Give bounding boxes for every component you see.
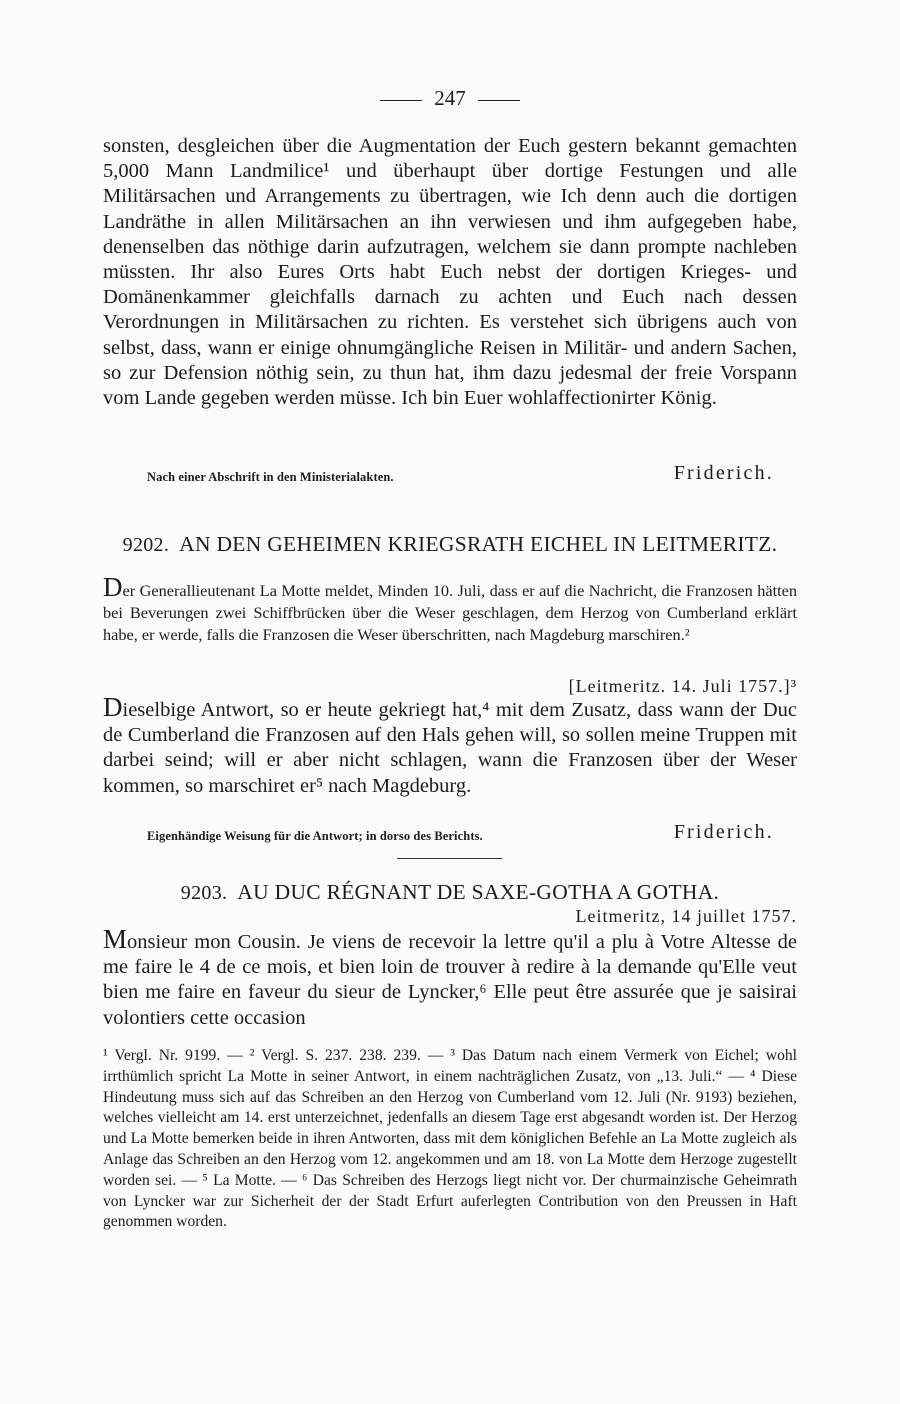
- header-rule-left: [380, 100, 422, 101]
- letter-9203-heading: [103, 880, 797, 906]
- letter-9203-body: onsieur mon Cousin. Je viens de recevoir la lettre qu'il a plu à Votre Altesse de me faire le 4 de ce mois, et bien loin de trouver à redire à la demande qu'Elle veut bien me faire en faveur du sieur de Lyncker,⁶ Elle peut être assurée que je saisirai volontiers cette occasion: [103, 931, 797, 1029]
- letter-9202-number: 9202.: [122, 534, 170, 556]
- letter-9202-text-initial: D: [103, 692, 123, 722]
- letter-9202-summary-text: er Generallieutenant La Motte meldet, Minden 10. Juli, dass er auf die Nachricht, die Franzosen hätten bei Beverungen zwei Schiffbrücken über die Weser geschlagen, dem Herzog von Cumberland erklärt habe, er werde, falls die Franzosen die Weser überschritten, nach Magdeburg marschiren.²: [103, 581, 797, 644]
- footnotes: ¹ Vergl. Nr. 9199. — ² Vergl. S. 237. 238. 239. — ³ Das Datum nach einem Vermerk von Eichel; wohl irrthümlich spricht La Motte in seiner Antwort, in einem nachträglichen Zusatz, von „13. Juli.“ — ⁴ Diese Hindeutung muss sich auf das Schreiben an den Herzog von Cumberland vom 12. Juli (Nr. 9193) beziehen, welches vielleicht am 14. erst unterzeichnet, jedenfalls an diesem Tage erst abgesandt worden ist. Der Herzog und La Motte bemerken beide in ihren Antworten, dass mit dem königlichen Befehle an La Motte zugleich als Anlage das Schreiben an den Herzog vom 12. angekommen und am 18. von La Motte dem Herzoge zugestellt worden sei. — ⁵ La Motte. — ⁶ Das Schreiben des Herzogs liegt nicht vor. Der churmainzische Geheimrath von Lyncker war zur Sicherheit der der Stadt Erfurt auferlegten Contribution von den Preussen in Haft genommen worden.: [103, 1047, 797, 1231]
- letter-9203-text-initial: M: [103, 924, 128, 954]
- letter-9202-source-note: Eigenhändige Weisung für die Antwort; in dorso des Berichts.: [147, 829, 483, 843]
- letter-9203-number: 9203.: [180, 882, 228, 904]
- letter-9203-title: AU DUC RÉGNANT DE SAXE-GOTHA A GOTHA.: [237, 880, 720, 904]
- letter-9202-summary: [103, 572, 797, 646]
- continuation-signature: Friderich.: [673, 462, 774, 484]
- continuation-source-note: Nach einer Abschrift in den Ministerialakten.: [147, 470, 394, 484]
- letter-9203-dateline: Leitmeritz, 14 juillet 1757.: [575, 906, 797, 926]
- letter-9202-text: [103, 692, 797, 799]
- letter-9202-summary-initial: D: [103, 572, 123, 602]
- letter-9203-text: [103, 924, 797, 1031]
- letter-9202-heading: [103, 532, 797, 558]
- header-rule-right: [478, 100, 520, 101]
- letter-9202-body: ieselbige Antwort, so er heute gekriegt hat,⁴ mit dem Zusatz, dass wann der Duc de Cumberland die Franzosen auf den Hals gehen will, so sollen meine Truppen mit darbei seind; will er aber nicht schlagen, wann die Franzosen über der Weser kommen, so marschiret er⁵ nach Magdeburg.: [103, 699, 797, 797]
- letter-9202-title: AN DEN GEHEIMEN KRIEGSRATH EICHEL IN LEITMERITZ.: [179, 532, 778, 556]
- letter-9202-signature: Friderich.: [673, 821, 774, 843]
- letter-9202-dateline: [Leitmeritz. 14. Juli 1757.]³: [568, 676, 797, 696]
- continuation-text: sonsten, desgleichen über die Augmentation der Euch gestern bekannt gemachten 5,000 Mann Landmilice¹ und überhaupt über dortige Festungen und alle Militärsachen und Arrangements zu übertragen, wie Ich denn auch die dortigen Landräthe in allen Militärsachen an ihn verwiesen und ihm aufgegeben habe, denenselben das nöthige darin aufzutragen, welchem sie dann prompte nachleben müssten. Ihr also Eures Orts habt Euch nebst der dortigen Krieges- und Domänenkammer gleichfalls darnach zu achten und Euch nach dessen Verordnungen in Militärsachen zu richten. Es verstehet sich übrigens auch von selbst, dass, wann er einige ohnumgängliche Reisen in Militär- und andern Sachen, so zur Defension nöthig sein, zu thun hat, ihm dazu jedesmal der freie Vorspann vom Lande gegeben werden müsse. Ich bin Euer wohlaffectionirter König.: [103, 135, 797, 410]
- section-divider: [397, 858, 502, 859]
- page-header: [0, 86, 900, 111]
- page-number: 247: [434, 86, 466, 110]
